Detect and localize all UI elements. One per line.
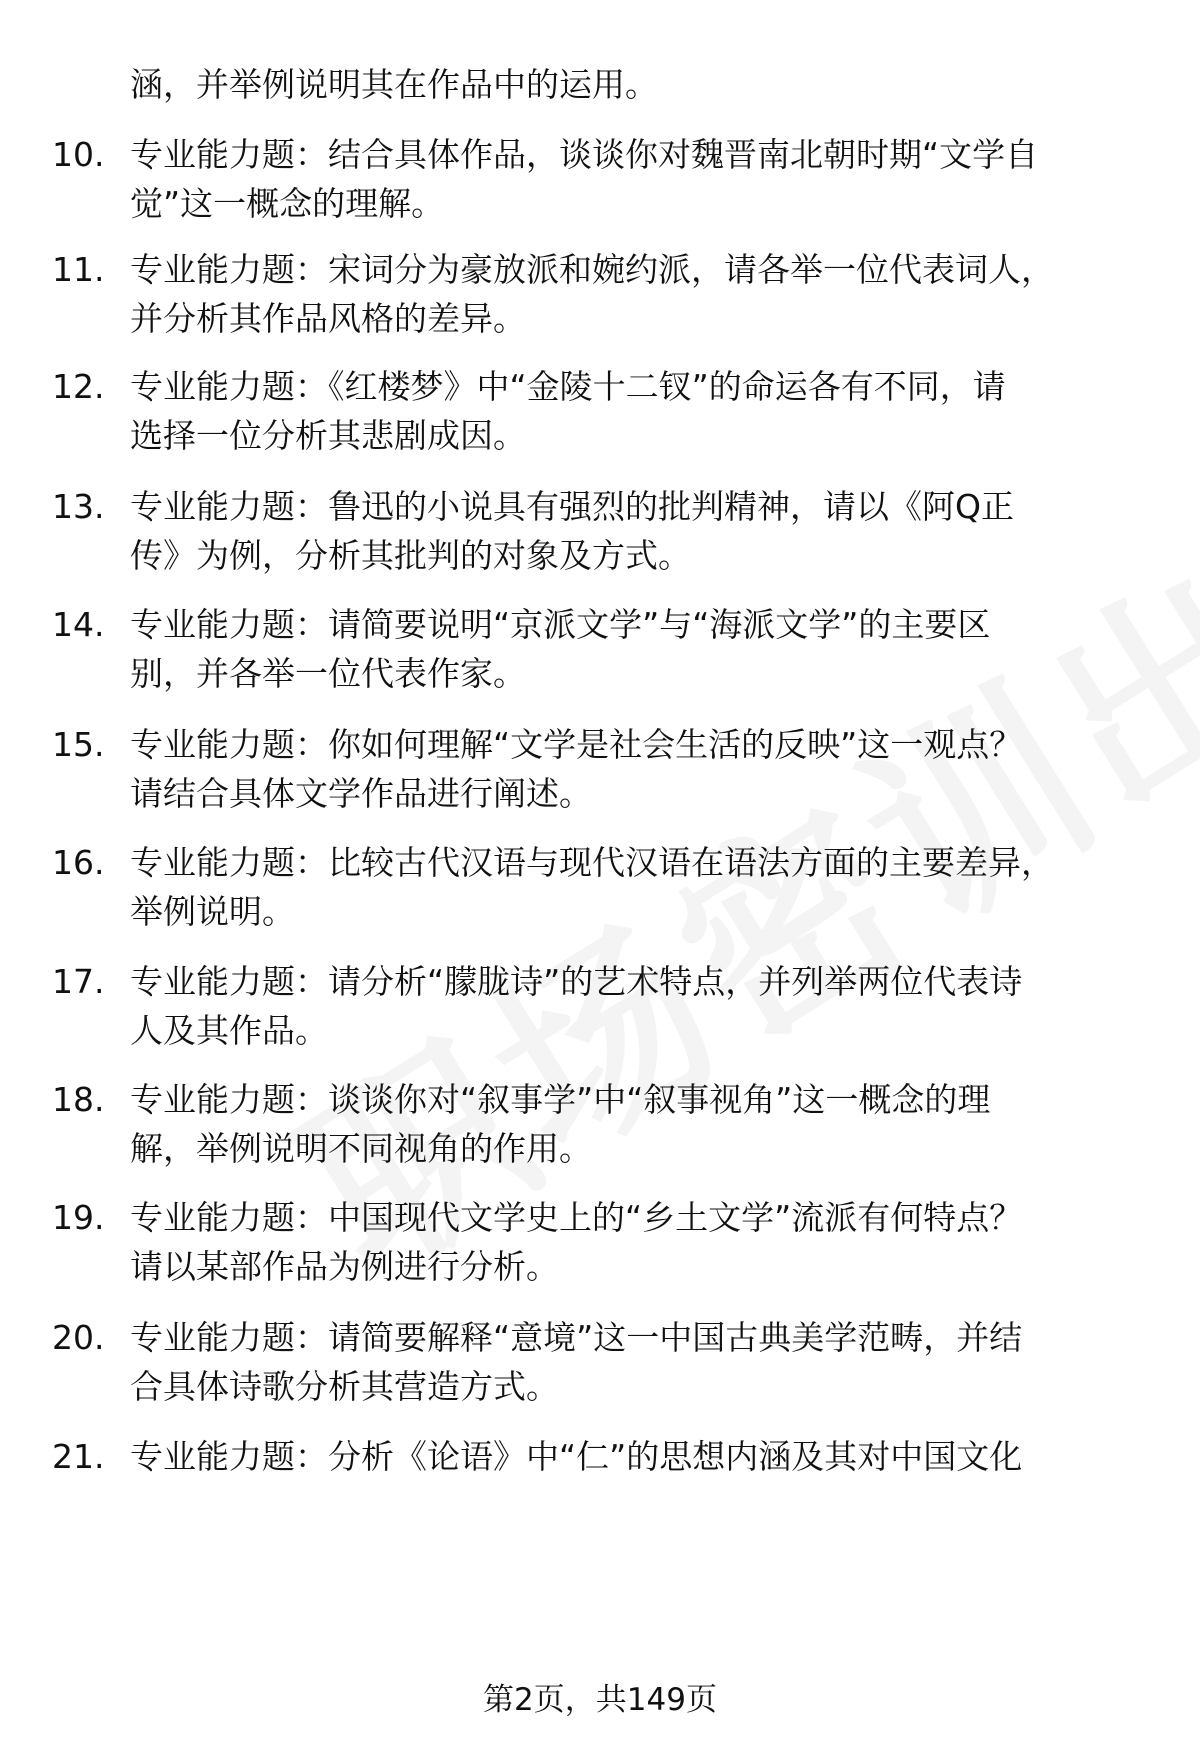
question-number: 21. <box>52 1437 105 1476</box>
question-text-line: 专业能力题：《红楼梦》中“金陵十二钗”的命运各有不同，请 <box>130 367 1006 406</box>
question-number: 11. <box>52 250 105 289</box>
question-item <box>0 1432 1200 1542</box>
question-item <box>0 957 1200 1067</box>
page-footer: 第2页，共149页 <box>483 1682 717 1718</box>
question-text-line: 解，举例说明不同视角的作用。 <box>130 1129 592 1168</box>
question-text-line: 合具体诗歌分析其营造方式。 <box>130 1367 559 1406</box>
question-number: 10. <box>52 135 105 174</box>
question-number: 13. <box>52 487 105 526</box>
question-text-line: 觉”这一概念的理解。 <box>130 184 445 223</box>
question-text-line: 专业能力题：请分析“朦胧诗”的艺术特点，并列举两位代表诗 <box>130 962 1023 1001</box>
question-item <box>0 1313 1200 1423</box>
question-item <box>0 1075 1200 1185</box>
question-text-line: 专业能力题：结合具体作品，谈谈你对魏晋南北朝时期“文学自 <box>130 135 1039 174</box>
question-text-line: 人及其作品。 <box>130 1011 328 1050</box>
question-text-line: 专业能力题：请简要说明“京派文学”与“海派文学”的主要区 <box>130 605 991 644</box>
question-item <box>0 720 1200 830</box>
question-text-line: 专业能力题：你如何理解“文学是社会生活的反映”这一观点？ <box>130 725 1023 764</box>
question-text-line: 专业能力题：请简要解释“意境”这一中国古典美学范畴，并结 <box>130 1318 1023 1357</box>
question-item <box>0 362 1200 472</box>
question-text-line: 并分析其作品风格的差异。 <box>130 299 526 338</box>
question-item <box>0 245 1200 355</box>
question-item <box>0 838 1200 948</box>
question-item <box>0 130 1200 240</box>
question-item <box>0 600 1200 710</box>
question-number: 18. <box>52 1080 105 1119</box>
question-number: 17. <box>52 962 105 1001</box>
question-number: 12. <box>52 367 105 406</box>
question-text-line: 专业能力题：鲁迅的小说具有强烈的批判精神，请以《阿Q正 <box>130 487 1014 526</box>
question-text-line: 举例说明。 <box>130 892 295 931</box>
question-number: 16. <box>52 843 105 882</box>
question-text-line: 专业能力题：谈谈你对“叙事学”中“叙事视角”这一概念的理 <box>130 1080 991 1119</box>
question-text-line: 专业能力题：分析《论语》中“仁”的思想内涵及其对中国文化 <box>130 1437 1023 1476</box>
question-text-line: 请结合具体文学作品进行阐述。 <box>130 774 592 813</box>
question-text-line: 专业能力题：中国现代文学史上的“乡土文学”流派有何特点？ <box>130 1198 1023 1237</box>
question-item <box>0 482 1200 592</box>
question-text-line: 专业能力题：宋词分为豪放派和婉约派，请各举一位代表词人， <box>130 250 1054 289</box>
question-number: 14. <box>52 605 105 644</box>
question-text-line: 请以某部作品为例进行分析。 <box>130 1247 559 1286</box>
question-text-line: 传》为例，分析其批判的对象及方式。 <box>130 536 691 575</box>
question-number: 20. <box>52 1318 105 1357</box>
question-text-line: 别，并各举一位代表作家。 <box>130 654 526 693</box>
question-number: 15. <box>52 725 105 764</box>
continuation-line: 涵，并举例说明其在作品中的运用。 <box>130 65 658 104</box>
question-text-line: 选择一位分析其悲剧成因。 <box>130 416 526 455</box>
question-number: 19. <box>52 1198 105 1237</box>
question-text-line: 专业能力题：比较古代汉语与现代汉语在语法方面的主要差异， <box>130 843 1054 882</box>
question-item <box>0 1193 1200 1303</box>
